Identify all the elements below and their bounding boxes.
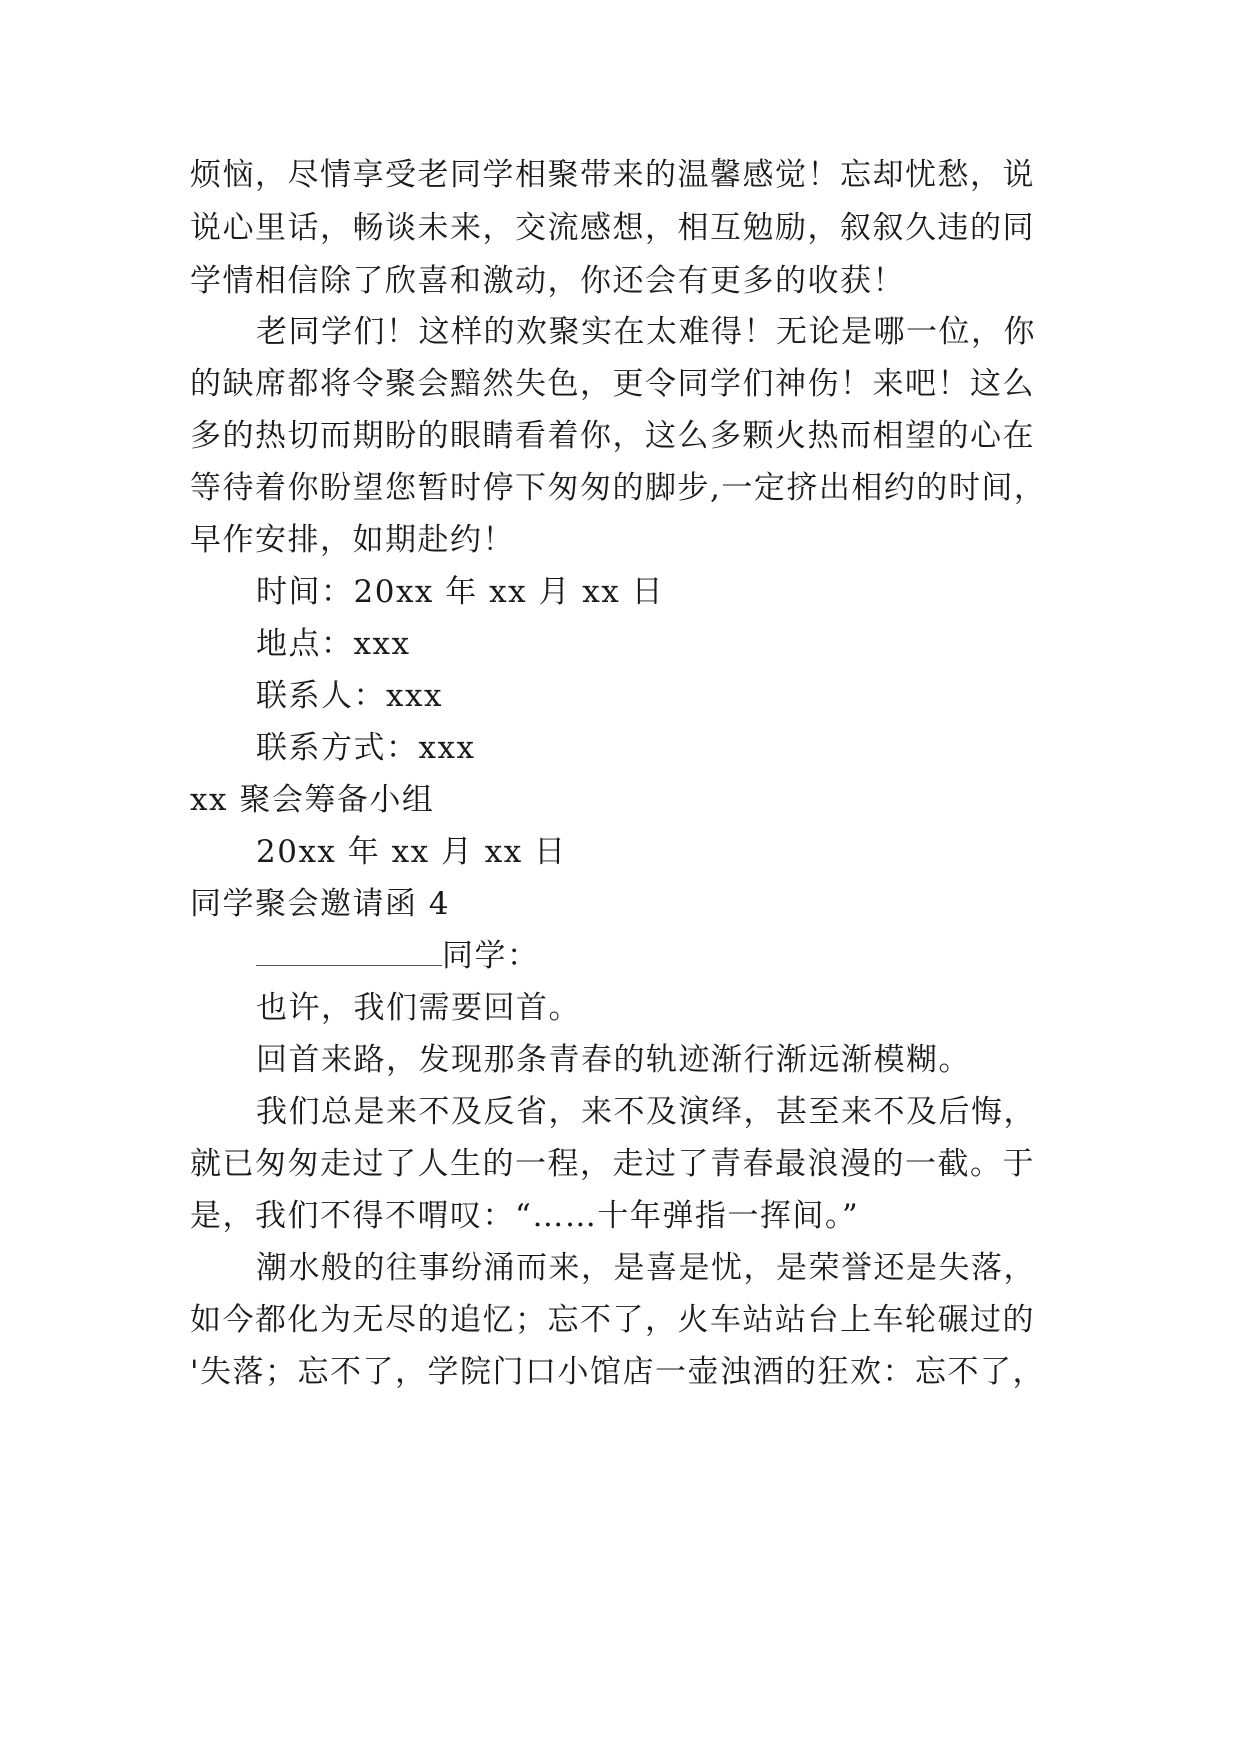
paragraph-line: 学情相信除了欣喜和激动，你还会有更多的收获！ (190, 263, 905, 299)
salutation-text: 同学： (442, 938, 540, 974)
paragraph-line: 说心里话，畅谈未来，交流感想，相互勉励，叙叙久违的同 (190, 210, 1035, 246)
paragraph-line: 回首来路，发现那条青春的轨迹渐行渐远渐模糊。 (256, 1042, 971, 1078)
paragraph-line: '失落；忘不了，学院门口小馆店一壶浊酒的狂欢：忘不了， (190, 1354, 1046, 1390)
paragraph-line: 潮水般的往事纷涌而来，是喜是忧，是荣誉还是失落， (256, 1250, 1036, 1286)
event-location: 地点：xxx (256, 626, 411, 662)
name-blank (256, 941, 442, 966)
paragraph-line: 多的热切而期盼的眼睛看着你，这么多颗火热而相望的心在 (190, 418, 1035, 454)
signature-organizer: xx 聚会筹备小组 (190, 782, 435, 818)
paragraph-line: 烦恼，尽情享受老同学相聚带来的温馨感觉！忘却忧愁，说 (190, 157, 1035, 193)
paragraph-line: 早作安排，如期赴约！ (190, 522, 515, 558)
event-contact-method: 联系方式：xxx (256, 730, 476, 766)
paragraph-line: 如今都化为无尽的追忆；忘不了，火车站站台上车轮碾过的 (190, 1302, 1035, 1338)
paragraph-line: 我们总是来不及反省，来不及演绎，甚至来不及后悔， (256, 1094, 1036, 1130)
paragraph-line: 也许，我们需要回首。 (256, 990, 581, 1026)
event-time: 时间：20xx 年 xx 月 xx 日 (256, 574, 665, 610)
paragraph-line: 是，我们不得不喟叹：“……十年弹指一挥间。” (190, 1198, 860, 1234)
section-heading: 同学聚会邀请函 4 (190, 886, 451, 922)
paragraph-line: 的缺席都将令聚会黯然失色，更令同学们神伤！来吧！这么 (190, 366, 1035, 402)
paragraph-line: 等待着你盼望您暂时停下匆匆的脚步,一定挤出相约的时间， (190, 470, 1047, 506)
paragraph-line: 就已匆匆走过了人生的一程，走过了青春最浪漫的一截。于 (190, 1146, 1035, 1182)
paragraph-line: 老同学们！这样的欢聚实在太难得！无论是哪一位，你 (256, 314, 1036, 350)
event-contact-person: 联系人：xxx (256, 678, 443, 714)
signature-date: 20xx 年 xx 月 xx 日 (256, 834, 567, 870)
salutation (256, 936, 540, 976)
